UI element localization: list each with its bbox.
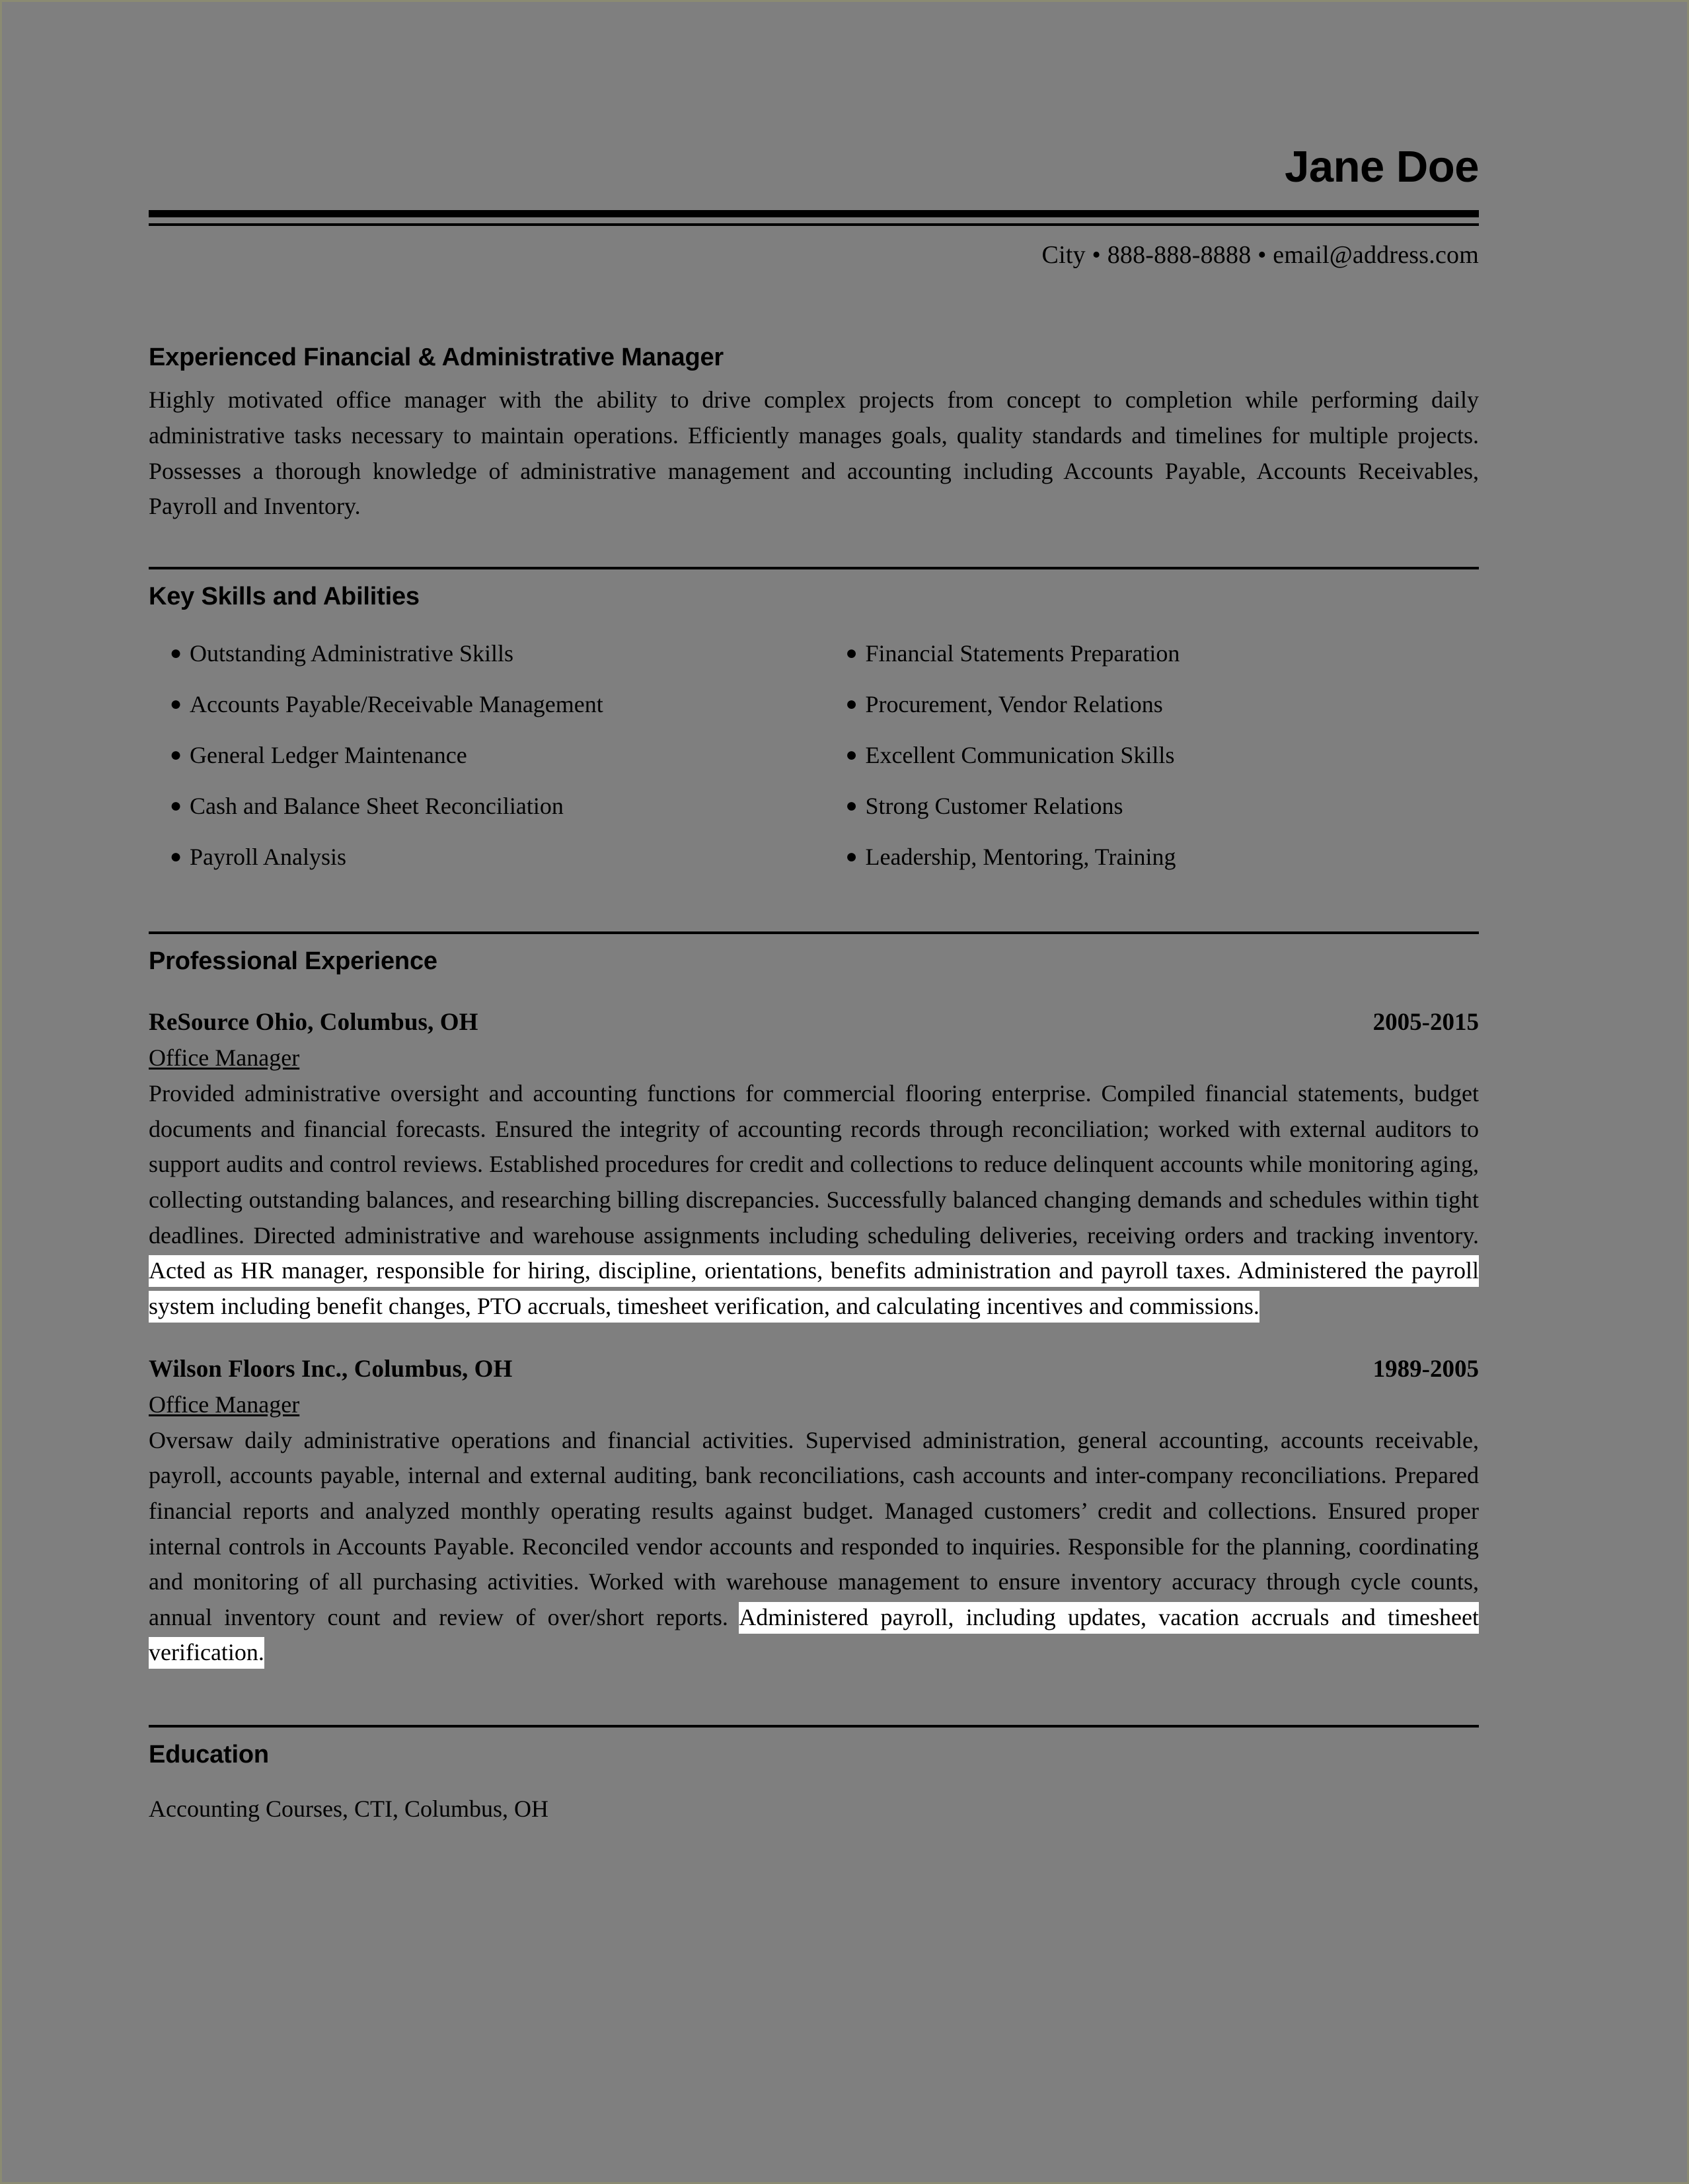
bullet-icon: ● bbox=[845, 846, 858, 868]
job-description-highlighted: Administered payroll, including updates, vacation accruals and timesheet verification. bbox=[149, 1602, 1479, 1669]
skills-column-left bbox=[149, 639, 814, 893]
list-item bbox=[149, 741, 814, 770]
list-item bbox=[825, 791, 1480, 821]
education-section bbox=[149, 1725, 1479, 1825]
summary-section bbox=[149, 342, 1479, 525]
list-item bbox=[825, 639, 1480, 669]
skill-label: Cash and Balance Sheet Reconciliation bbox=[190, 793, 564, 820]
skills-grid bbox=[149, 639, 1479, 893]
bullet-icon: ● bbox=[845, 744, 858, 766]
skill-label: Accounts Payable/Receivable Management bbox=[190, 691, 603, 718]
job-title: Office Manager bbox=[149, 1391, 300, 1418]
list-item bbox=[825, 842, 1480, 872]
experience-entry bbox=[149, 1355, 1479, 1671]
list-item bbox=[149, 842, 814, 872]
employer-name: Wilson Floors Inc., Columbus, OH bbox=[149, 1355, 513, 1383]
bullet-icon: ● bbox=[170, 744, 182, 766]
skill-label: Excellent Communication Skills bbox=[865, 742, 1175, 769]
skill-label: Financial Statements Preparation bbox=[865, 640, 1180, 667]
experience-section-rule bbox=[149, 931, 1479, 934]
summary-text: Highly motivated office manager with the ability to drive complex projects from concept to completion while performing daily administrative tasks necessary to maintain operations. Efficiently manages goals, quality standards and timelines for multiple projects. Possesses a thorough knowledge of administrative management and accounting including Accounts Payable, Accounts Receivables, Payroll and Inventory. bbox=[149, 386, 1479, 520]
list-item bbox=[149, 791, 814, 821]
skill-label: General Ledger Maintenance bbox=[190, 742, 467, 769]
bullet-icon: ● bbox=[845, 795, 858, 817]
skills-column-right bbox=[814, 639, 1480, 893]
contact-line: City • 888-888-8888 • email@address.com bbox=[1041, 241, 1479, 270]
bullet-icon: ● bbox=[170, 795, 182, 817]
bullet-icon: ● bbox=[170, 846, 182, 868]
list-item bbox=[149, 639, 814, 669]
page-title: Jane Doe bbox=[1285, 142, 1479, 192]
header-rule-thick bbox=[149, 210, 1479, 217]
skill-label: Payroll Analysis bbox=[190, 844, 347, 871]
skills-section bbox=[149, 567, 1479, 894]
skill-label: Outstanding Administrative Skills bbox=[190, 640, 514, 667]
bullet-icon: ● bbox=[845, 642, 858, 665]
job-description-plain: Oversaw daily administrative operations and financial activities. Supervised administration, general accounting, accounts receivable, payroll, accounts payable, internal and external auditing, bank reconciliations, cash accounts and inter-company reconciliations. Prepared financial reports and analyzed monthly operating results against budget. Managed customers’ credit and collections. Ensured proper internal controls in Accounts Payable. Reconciled vendor accounts and responded to inquiries. Responsible for the planning, coordinating and monitoring of all purchasing activities. Worked with warehouse management to ensure inventory accuracy through cycle counts, annual inventory count and review of over/short reports. bbox=[149, 1426, 1479, 1630]
bullet-icon: ● bbox=[845, 693, 858, 715]
bullet-icon: ● bbox=[170, 642, 182, 665]
skill-label: Leadership, Mentoring, Training bbox=[865, 844, 1176, 871]
resume-page bbox=[2, 2, 1687, 2182]
experience-title: Professional Experience bbox=[149, 947, 437, 976]
education-section-rule bbox=[149, 1725, 1479, 1728]
list-item bbox=[149, 690, 814, 719]
skills-title: Key Skills and Abilities bbox=[149, 582, 420, 610]
education-title: Education bbox=[149, 1741, 269, 1769]
experience-entry-header bbox=[149, 1008, 1479, 1037]
header-rule-thin bbox=[149, 223, 1479, 226]
job-description-highlighted: Acted as HR manager, responsible for hiring, discipline, orientations, benefits administration and payroll taxes. Administered the payroll system including benefit changes, PTO accruals, timesheet verification, and calculating incentives and commissions. bbox=[149, 1255, 1479, 1323]
job-description bbox=[149, 1423, 1479, 1671]
skill-label: Procurement, Vendor Relations bbox=[865, 691, 1163, 718]
employment-dates: 2005-2015 bbox=[1372, 1008, 1479, 1036]
skill-label: Strong Customer Relations bbox=[865, 793, 1123, 820]
job-description-plain: Provided administrative oversight and accounting functions for commercial flooring enterprise. Compiled financial statements, budget documents and financial forecasts. Ensured the integrity of accounting records through reconciliation; worked with external auditors to support audits and control reviews. Established procedures for credit and collections to reduce delinquent accounts while monitoring aging, collecting outstanding balances, and researching billing discrepancies. Successfully balanced changing demands and schedules within tight deadlines. Directed administrative and warehouse assignments including scheduling deliveries, receiving orders and tracking inventory. bbox=[149, 1080, 1479, 1249]
employment-dates: 1989-2005 bbox=[1372, 1355, 1479, 1383]
experience-entry-header bbox=[149, 1355, 1479, 1384]
list-item bbox=[825, 690, 1480, 719]
employer-name: ReSource Ohio, Columbus, OH bbox=[149, 1008, 478, 1036]
job-title: Office Manager bbox=[149, 1044, 300, 1072]
experience-entry bbox=[149, 1008, 1479, 1325]
resume-header bbox=[149, 2, 1479, 271]
list-item bbox=[825, 741, 1480, 770]
education-entry: Accounting Courses, CTI, Columbus, OH bbox=[149, 1795, 548, 1822]
job-description bbox=[149, 1076, 1479, 1324]
summary-title: Experienced Financial & Administrative Manager bbox=[149, 343, 724, 371]
experience-section bbox=[149, 931, 1479, 1671]
bullet-icon: ● bbox=[170, 693, 182, 715]
skills-section-rule bbox=[149, 567, 1479, 569]
